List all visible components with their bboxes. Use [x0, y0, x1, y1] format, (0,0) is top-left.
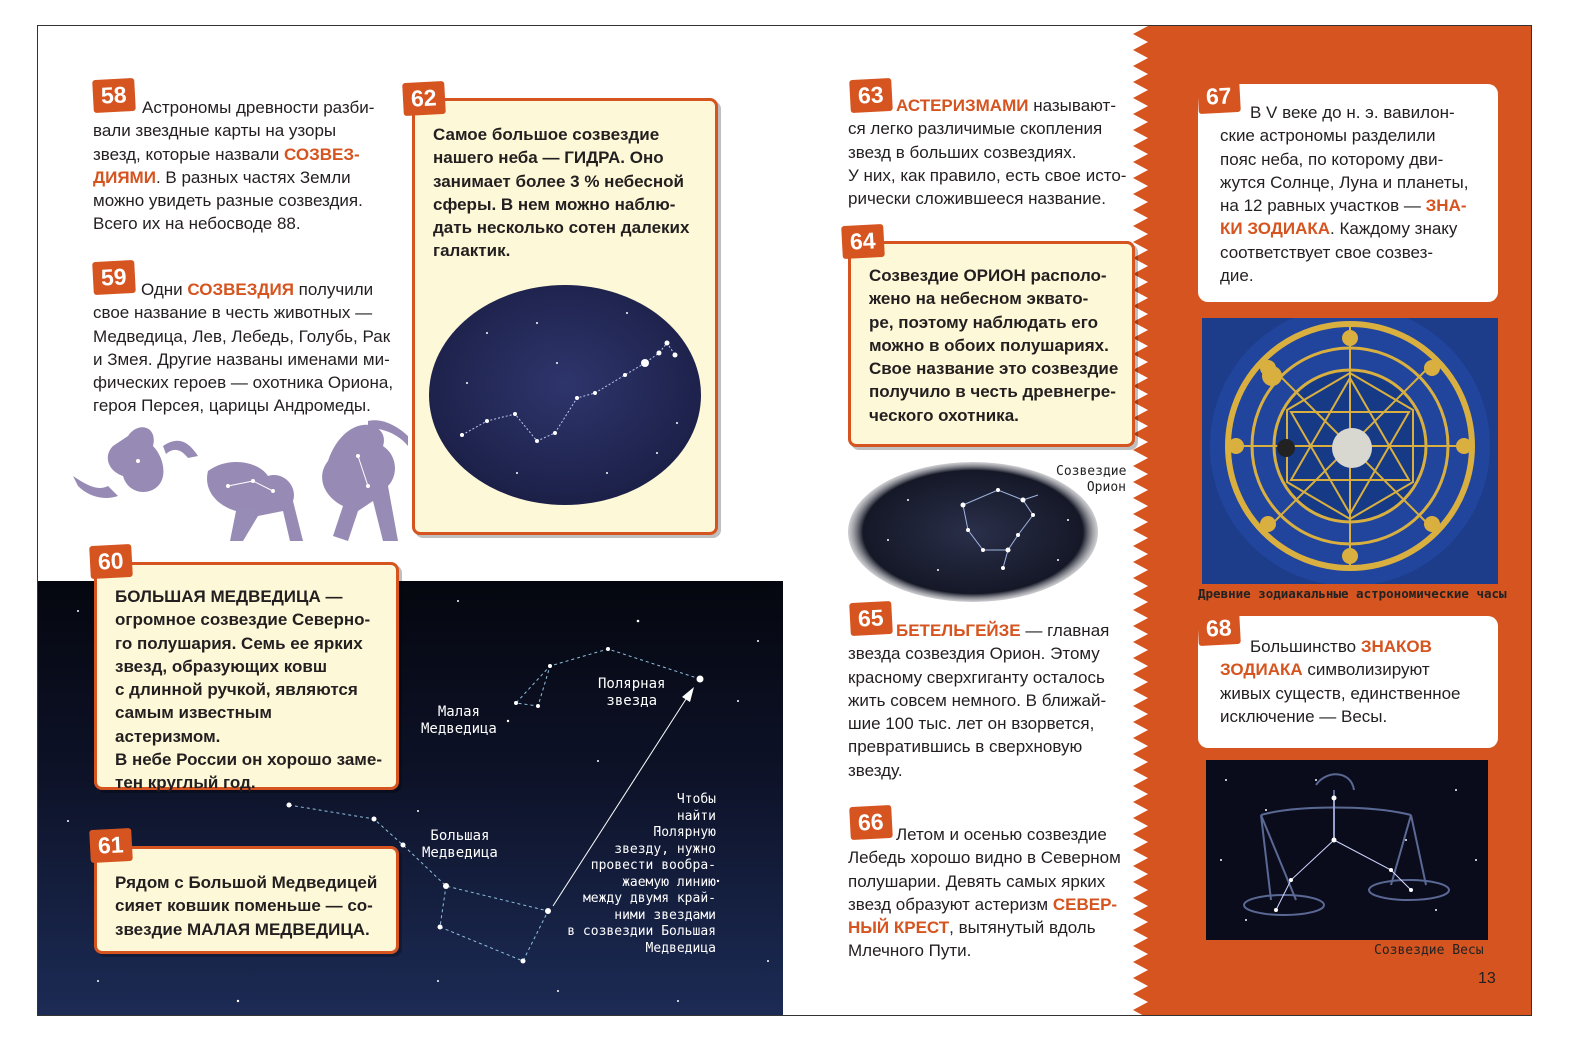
fact-number-63: 63 [849, 78, 892, 113]
fact-number-62: 62 [402, 81, 445, 116]
fact-65-text: БЕТЕЛЬГЕЙЗЕ — главная звезда созвездия Орион. Этому красному сверхгиганту осталось жить совсем немного. В ближай- шие 100 тыс. лет он взорвется, превратившись в сверхновую звезду. [848, 621, 1110, 780]
astronomical-clock-image [1202, 318, 1498, 584]
fact-66-text: Летом и осенью созвездие Лебедь хорошо видно в Северном полушарии. Девять самых ярких звезд образуют астеризм СЕВЕР- НЫЙ КРЕСТ, вытянутый вдоль Млечного Пути. [848, 825, 1121, 961]
polar-star-hint: Чтобы найти Полярную звезду, нужно провести вообра- жаемую линию между двумя край- ними звездами в созвездии Большая Медведица [567, 792, 716, 956]
fact-62-card: Самое большое созвездие нашего неба — ГИДРА. Оно занимает более 3 % небесной сферы. В нем можно наблю- дать несколько сотен далеких галактик. [412, 98, 718, 535]
fact-number-61: 61 [89, 828, 132, 863]
fact-number-58: 58 [92, 78, 135, 113]
orion-caption: Созвездие Орион [1056, 464, 1127, 495]
malaya-medveditsa-label: Малая Медведица [421, 704, 497, 737]
fact-number-59: 59 [92, 260, 135, 295]
page-number: 13 [1478, 970, 1496, 987]
fact-59-text: Одни СОЗВЕЗДИЯ получили свое название в честь животных — Медведица, Лев, Лебедь, Голубь, Рак и Змея. Другие названы именами ми- фических героев — охотника Ориона, героя Персея, царицы Андромеды. [93, 280, 394, 416]
fact-number-64: 64 [841, 224, 884, 259]
fact-63-text: АСТЕРИЗМАМИ называют- ся легко различимые скопления звезд в больших созвездиях. У них, как правило, есть свое исто- рически сложившееся название. [848, 96, 1127, 209]
fact-number-65: 65 [849, 601, 892, 636]
fact-58-text: Астрономы древности разби- вали звездные карты на узоры звезд, которые назвали СОЗВЕЗ- ДИЯМИ. В разных частях Земли можно увидеть разные созвездия. Всего их на небосводе 88. [93, 98, 375, 234]
book-page [37, 25, 1532, 1016]
libra-constellation-image [1206, 760, 1488, 940]
fact-number-68: 68 [1197, 611, 1240, 646]
polar-star-label: Полярная звезда [598, 676, 666, 709]
clock-caption: Древние зодиакальные астрономические часы [1198, 586, 1507, 601]
fact-67-card: В V веке до н. э. вавилон- ские астрономы разделили пояс неба, по которому дви- жутся Солнце, Луна и планеты, на 12 равных участков — ЗНА- КИ ЗОДИАКА. Каждому знаку соответствует свое созвез- дие. [1198, 84, 1498, 302]
fact-number-60: 60 [89, 544, 132, 579]
fact-68-card: Большинство ЗНАКОВ ЗОДИАКА символизируют живых существ, единственное исключение — Весы. [1198, 616, 1498, 748]
fact-61-card: Рядом с Большой Медведицей сияет ковшик поменьше — со- звездие МАЛАЯ МЕДВЕДИЦА. [94, 846, 399, 954]
hydra-constellation-image [427, 283, 703, 513]
bolshaya-medveditsa-label: Большая Медведица [422, 828, 498, 861]
fact-60-card: БОЛЬШАЯ МЕДВЕДИЦА — огромное созвездие Северно- го полушария. Семь ее ярких звезд, образующих ковш с длинной ручкой, являются самым известным астеризмом. В небе России он хорошо заме- тен круглый год. [94, 562, 399, 790]
fact-number-67: 67 [1197, 79, 1240, 114]
libra-caption: Созвездие Весы [1374, 943, 1484, 958]
fact-64-card: Созвездие ОРИОН располо- жено на небесном эквато- ре, поэтому наблюдать его можно в обоих полушариях. Свое название это созвездие получило в честь древнегре- ческого охотника. [848, 241, 1135, 447]
mythic-constellation-figures [68, 416, 408, 556]
fact-number-66: 66 [849, 805, 892, 840]
